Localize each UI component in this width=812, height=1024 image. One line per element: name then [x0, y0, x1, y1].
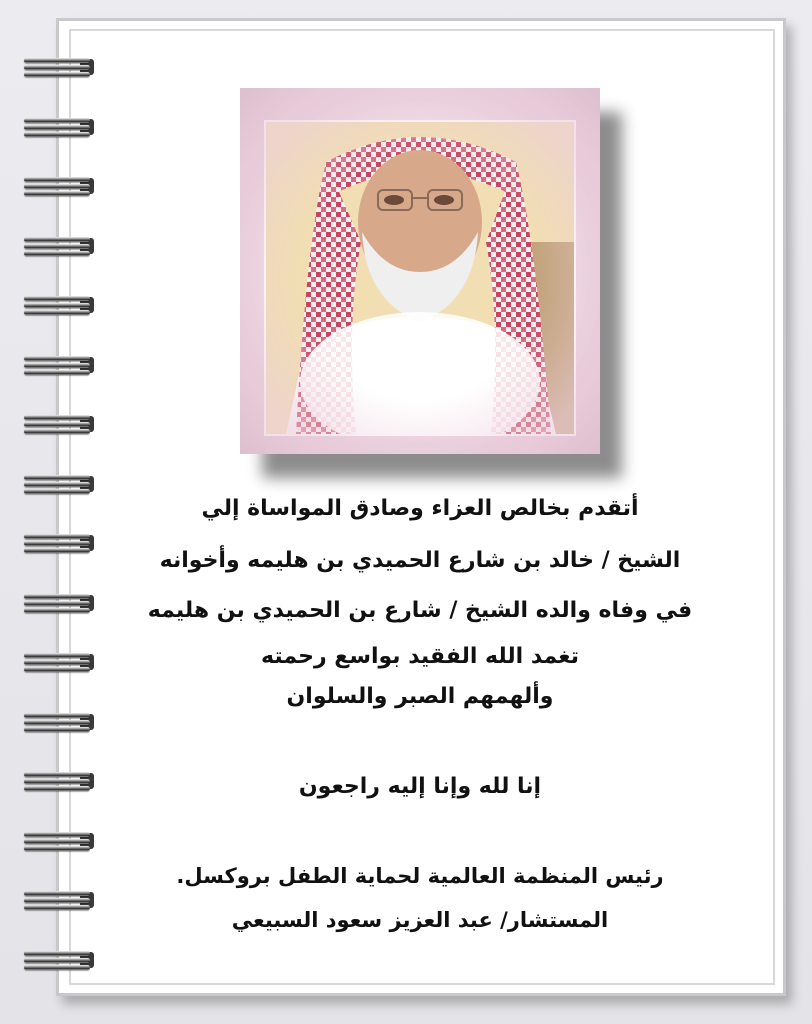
condolence-line-4: تغمد الله الفقيد بواسع رحمته — [261, 644, 579, 669]
spiral-ring — [24, 711, 94, 733]
spiral-ring — [24, 56, 94, 78]
spiral-ring — [24, 592, 94, 614]
spiral-ring — [24, 294, 94, 316]
condolence-line-3: في وفاه والده الشيخ / شارع بن الحميدي بن هليمه — [147, 598, 693, 623]
quran-verse: إنا لله وإنا إليه راجعون — [298, 774, 542, 799]
condolence-line-2: الشيخ / خالد بن شارع الحميدي بن هليمه وأخوانه — [159, 548, 681, 573]
signature-name: المستشار/ عبد العزيز سعود السبيعي — [231, 908, 609, 932]
spiral-ring — [24, 116, 94, 138]
spiral-ring — [24, 413, 94, 435]
spiral-ring — [24, 235, 94, 257]
spiral-ring — [24, 949, 94, 971]
spiral-ring — [24, 651, 94, 673]
condolence-message — [100, 490, 740, 946]
portrait-frame — [240, 88, 600, 454]
portrait-illustration — [266, 122, 574, 434]
signature-title: رئيس المنظمة العالمية لحماية الطفل بروكسل. — [176, 864, 664, 888]
portrait-photo — [264, 120, 576, 436]
condolence-line-1: أتقدم بخالص العزاء وصادق المواساة إلي — [201, 496, 639, 521]
spiral-ring — [24, 830, 94, 852]
spiral-ring — [24, 770, 94, 792]
condolence-line-5: وألهمهم الصبر والسلوان — [286, 684, 554, 709]
spiral-ring — [24, 532, 94, 554]
spiral-ring — [24, 175, 94, 197]
spiral-ring — [24, 354, 94, 376]
spiral-ring — [24, 889, 94, 911]
spiral-ring — [24, 473, 94, 495]
